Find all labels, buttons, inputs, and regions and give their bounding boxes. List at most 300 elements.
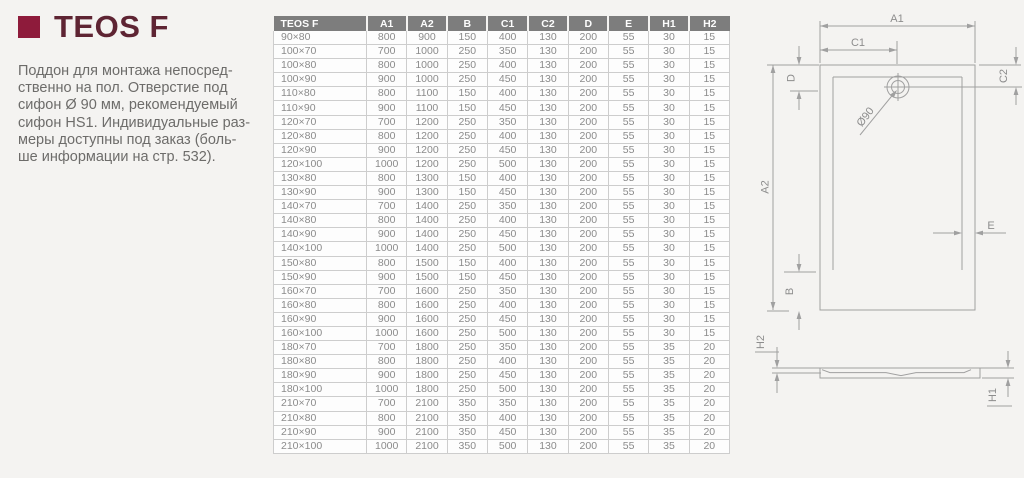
value-cell: 1600	[407, 298, 447, 312]
value-cell: 30	[649, 312, 689, 326]
value-cell: 500	[487, 242, 527, 256]
value-cell: 1000	[367, 383, 407, 397]
label-a1: A1	[890, 13, 904, 25]
value-cell: 20	[689, 425, 729, 439]
description-line: сифон Ø 90 мм, рекомендуемый	[18, 97, 238, 114]
value-cell: 350	[487, 200, 527, 214]
value-cell: 200	[568, 45, 608, 59]
value-cell: 400	[487, 214, 527, 228]
value-cell: 15	[689, 200, 729, 214]
top-view-drawing	[820, 65, 975, 310]
value-cell: 400	[487, 298, 527, 312]
value-cell: 800	[367, 298, 407, 312]
info-panel	[18, 10, 268, 166]
size-table-container	[273, 16, 730, 454]
value-cell: 500	[487, 383, 527, 397]
value-cell: 1600	[407, 312, 447, 326]
description-line: Поддон для монтажа непосред-	[18, 63, 233, 79]
label-h2: H2	[755, 334, 767, 350]
page-title: TEOS F	[54, 9, 169, 44]
value-cell: 350	[487, 115, 527, 129]
value-cell: 450	[487, 143, 527, 157]
value-cell: 400	[487, 31, 527, 45]
label-d: D	[785, 74, 798, 82]
size-cell: 100×80	[274, 59, 367, 73]
value-cell: 250	[447, 355, 487, 369]
value-cell: 130	[528, 411, 568, 425]
value-cell: 350	[447, 425, 487, 439]
value-cell: 150	[447, 101, 487, 115]
value-cell: 350	[447, 411, 487, 425]
size-cell: 110×80	[274, 87, 367, 101]
description-line: меры доступны под заказ (боль-	[18, 131, 237, 148]
value-cell: 1200	[407, 115, 447, 129]
value-cell: 20	[689, 383, 729, 397]
value-cell: 15	[689, 228, 729, 242]
value-cell: 1400	[407, 228, 447, 242]
value-cell: 15	[689, 31, 729, 45]
description-line: ше информации на стр. 532).	[18, 149, 216, 166]
value-cell: 200	[568, 326, 608, 340]
value-cell: 1000	[367, 242, 407, 256]
table-row	[274, 369, 730, 383]
size-cell: 130×90	[274, 186, 367, 200]
table-row	[274, 73, 730, 87]
value-cell: 900	[407, 31, 447, 45]
label-c1: C1	[850, 37, 866, 49]
value-cell: 15	[689, 87, 729, 101]
label-c2: C2	[998, 68, 1010, 84]
size-cell: 180×100	[274, 383, 367, 397]
value-cell: 800	[367, 256, 407, 270]
value-cell: 30	[649, 87, 689, 101]
value-cell: 55	[608, 439, 648, 453]
value-cell: 130	[528, 341, 568, 355]
size-table-body	[274, 31, 730, 453]
value-cell: 700	[367, 200, 407, 214]
value-cell: 250	[447, 312, 487, 326]
value-cell: 55	[608, 45, 648, 59]
value-cell: 200	[568, 256, 608, 270]
value-cell: 1200	[407, 143, 447, 157]
value-cell: 30	[649, 242, 689, 256]
value-cell: 30	[649, 200, 689, 214]
table-row	[274, 186, 730, 200]
column-header: H2	[689, 16, 729, 31]
value-cell: 130	[528, 383, 568, 397]
value-cell: 900	[367, 369, 407, 383]
size-cell: 140×100	[274, 242, 367, 256]
value-cell: 130	[528, 270, 568, 284]
value-cell: 55	[608, 171, 648, 185]
value-cell: 15	[689, 115, 729, 129]
value-cell: 200	[568, 200, 608, 214]
description-line: ственно на пол. Отверстие под	[18, 80, 228, 97]
size-cell: 100×70	[274, 45, 367, 59]
value-cell: 130	[528, 214, 568, 228]
value-cell: 30	[649, 115, 689, 129]
table-row	[274, 143, 730, 157]
value-cell: 2100	[407, 439, 447, 453]
value-cell: 55	[608, 425, 648, 439]
value-cell: 400	[487, 87, 527, 101]
value-cell: 30	[649, 270, 689, 284]
value-cell: 1000	[367, 439, 407, 453]
value-cell: 450	[487, 270, 527, 284]
value-cell: 250	[447, 157, 487, 171]
value-cell: 200	[568, 101, 608, 115]
table-row	[274, 242, 730, 256]
value-cell: 200	[568, 439, 608, 453]
value-cell: 900	[367, 228, 407, 242]
value-cell: 900	[367, 425, 407, 439]
value-cell: 200	[568, 270, 608, 284]
value-cell: 15	[689, 326, 729, 340]
value-cell: 15	[689, 59, 729, 73]
value-cell: 700	[367, 284, 407, 298]
value-cell: 400	[487, 59, 527, 73]
value-cell: 55	[608, 298, 648, 312]
size-cell: 180×80	[274, 355, 367, 369]
value-cell: 1400	[407, 200, 447, 214]
value-cell: 30	[649, 228, 689, 242]
column-header: H1	[649, 16, 689, 31]
value-cell: 700	[367, 115, 407, 129]
value-cell: 15	[689, 242, 729, 256]
size-cell: 160×80	[274, 298, 367, 312]
value-cell: 450	[487, 186, 527, 200]
value-cell: 250	[447, 143, 487, 157]
table-row	[274, 31, 730, 45]
table-header-row	[274, 16, 730, 31]
product-description	[18, 63, 268, 166]
value-cell: 350	[447, 439, 487, 453]
value-cell: 55	[608, 369, 648, 383]
value-cell: 200	[568, 186, 608, 200]
value-cell: 35	[649, 369, 689, 383]
column-header: E	[608, 16, 648, 31]
value-cell: 130	[528, 186, 568, 200]
value-cell: 130	[528, 101, 568, 115]
table-row	[274, 326, 730, 340]
value-cell: 20	[689, 341, 729, 355]
value-cell: 350	[487, 341, 527, 355]
value-cell: 250	[447, 284, 487, 298]
table-row	[274, 355, 730, 369]
value-cell: 800	[367, 129, 407, 143]
value-cell: 20	[689, 369, 729, 383]
value-cell: 30	[649, 171, 689, 185]
value-cell: 2100	[407, 411, 447, 425]
value-cell: 55	[608, 355, 648, 369]
value-cell: 2100	[407, 425, 447, 439]
value-cell: 1100	[407, 101, 447, 115]
table-row	[274, 129, 730, 143]
table-row	[274, 383, 730, 397]
value-cell: 130	[528, 59, 568, 73]
value-cell: 200	[568, 157, 608, 171]
table-row	[274, 200, 730, 214]
value-cell: 55	[608, 59, 648, 73]
value-cell: 250	[447, 326, 487, 340]
value-cell: 1600	[407, 326, 447, 340]
value-cell: 250	[447, 242, 487, 256]
size-cell: 120×90	[274, 143, 367, 157]
value-cell: 15	[689, 129, 729, 143]
value-cell: 450	[487, 101, 527, 115]
value-cell: 20	[689, 439, 729, 453]
drawing-svg	[750, 0, 1024, 478]
value-cell: 150	[447, 186, 487, 200]
value-cell: 200	[568, 73, 608, 87]
size-cell: 160×90	[274, 312, 367, 326]
value-cell: 30	[649, 143, 689, 157]
size-cell: 140×90	[274, 228, 367, 242]
value-cell: 450	[487, 369, 527, 383]
value-cell: 800	[367, 59, 407, 73]
table-row	[274, 171, 730, 185]
value-cell: 130	[528, 439, 568, 453]
size-cell: 130×80	[274, 171, 367, 185]
size-cell: 90×80	[274, 31, 367, 45]
value-cell: 130	[528, 129, 568, 143]
value-cell: 350	[487, 397, 527, 411]
value-cell: 200	[568, 397, 608, 411]
value-cell: 1800	[407, 341, 447, 355]
size-cell: 150×90	[274, 270, 367, 284]
value-cell: 250	[447, 115, 487, 129]
value-cell: 500	[487, 157, 527, 171]
value-cell: 15	[689, 312, 729, 326]
value-cell: 150	[447, 87, 487, 101]
value-cell: 1500	[407, 270, 447, 284]
value-cell: 55	[608, 411, 648, 425]
value-cell: 130	[528, 298, 568, 312]
table-row	[274, 101, 730, 115]
value-cell: 55	[608, 341, 648, 355]
value-cell: 130	[528, 87, 568, 101]
value-cell: 200	[568, 242, 608, 256]
value-cell: 1100	[407, 87, 447, 101]
value-cell: 35	[649, 411, 689, 425]
value-cell: 200	[568, 31, 608, 45]
value-cell: 130	[528, 242, 568, 256]
column-header: A2	[407, 16, 447, 31]
value-cell: 450	[487, 73, 527, 87]
column-header: C2	[528, 16, 568, 31]
value-cell: 250	[447, 45, 487, 59]
value-cell: 150	[447, 171, 487, 185]
label-b: B	[784, 287, 796, 296]
value-cell: 55	[608, 242, 648, 256]
value-cell: 450	[487, 312, 527, 326]
value-cell: 200	[568, 425, 608, 439]
value-cell: 450	[487, 425, 527, 439]
value-cell: 200	[568, 129, 608, 143]
value-cell: 130	[528, 143, 568, 157]
value-cell: 30	[649, 298, 689, 312]
value-cell: 200	[568, 214, 608, 228]
value-cell: 1000	[367, 157, 407, 171]
size-cell: 160×100	[274, 326, 367, 340]
value-cell: 130	[528, 31, 568, 45]
value-cell: 55	[608, 87, 648, 101]
value-cell: 55	[608, 143, 648, 157]
value-cell: 35	[649, 383, 689, 397]
value-cell: 55	[608, 228, 648, 242]
value-cell: 150	[447, 31, 487, 45]
value-cell: 30	[649, 129, 689, 143]
value-cell: 1400	[407, 214, 447, 228]
value-cell: 130	[528, 369, 568, 383]
value-cell: 1600	[407, 284, 447, 298]
value-cell: 250	[447, 73, 487, 87]
value-cell: 800	[367, 31, 407, 45]
value-cell: 15	[689, 214, 729, 228]
label-drain-diameter: Ø90	[854, 105, 877, 130]
value-cell: 130	[528, 397, 568, 411]
size-cell: 120×70	[274, 115, 367, 129]
value-cell: 800	[367, 87, 407, 101]
value-cell: 55	[608, 157, 648, 171]
size-cell: 180×70	[274, 341, 367, 355]
value-cell: 700	[367, 45, 407, 59]
value-cell: 900	[367, 101, 407, 115]
size-cell: 210×80	[274, 411, 367, 425]
size-cell: 140×70	[274, 200, 367, 214]
value-cell: 55	[608, 397, 648, 411]
value-cell: 1400	[407, 242, 447, 256]
value-cell: 250	[447, 59, 487, 73]
value-cell: 900	[367, 186, 407, 200]
value-cell: 55	[608, 115, 648, 129]
label-h1: H1	[987, 387, 999, 403]
value-cell: 30	[649, 59, 689, 73]
value-cell: 800	[367, 171, 407, 185]
value-cell: 130	[528, 171, 568, 185]
value-cell: 35	[649, 397, 689, 411]
value-cell: 800	[367, 411, 407, 425]
value-cell: 15	[689, 101, 729, 115]
value-cell: 200	[568, 312, 608, 326]
value-cell: 30	[649, 101, 689, 115]
value-cell: 200	[568, 369, 608, 383]
value-cell: 1800	[407, 383, 447, 397]
table-row	[274, 214, 730, 228]
value-cell: 15	[689, 256, 729, 270]
value-cell: 55	[608, 186, 648, 200]
value-cell: 1500	[407, 256, 447, 270]
table-row	[274, 397, 730, 411]
value-cell: 35	[649, 425, 689, 439]
value-cell: 250	[447, 383, 487, 397]
value-cell: 900	[367, 270, 407, 284]
value-cell: 20	[689, 411, 729, 425]
dim-h2	[755, 347, 779, 393]
table-row	[274, 256, 730, 270]
size-table	[273, 16, 730, 454]
value-cell: 130	[528, 312, 568, 326]
column-header: C1	[487, 16, 527, 31]
technical-drawing	[750, 0, 1024, 478]
value-cell: 1000	[407, 59, 447, 73]
value-cell: 15	[689, 73, 729, 87]
size-cell: 210×70	[274, 397, 367, 411]
value-cell: 30	[649, 73, 689, 87]
value-cell: 1200	[407, 129, 447, 143]
table-row	[274, 341, 730, 355]
value-cell: 400	[487, 355, 527, 369]
value-cell: 250	[447, 214, 487, 228]
size-cell: 210×90	[274, 425, 367, 439]
column-header: D	[568, 16, 608, 31]
column-header: TEOS F	[274, 16, 367, 31]
value-cell: 1000	[367, 326, 407, 340]
value-cell: 2100	[407, 397, 447, 411]
value-cell: 800	[367, 214, 407, 228]
value-cell: 200	[568, 59, 608, 73]
value-cell: 200	[568, 341, 608, 355]
value-cell: 200	[568, 228, 608, 242]
table-row	[274, 115, 730, 129]
table-row	[274, 312, 730, 326]
value-cell: 130	[528, 326, 568, 340]
value-cell: 30	[649, 214, 689, 228]
value-cell: 1200	[407, 157, 447, 171]
value-cell: 900	[367, 73, 407, 87]
table-row	[274, 425, 730, 439]
value-cell: 130	[528, 425, 568, 439]
value-cell: 130	[528, 115, 568, 129]
value-cell: 130	[528, 73, 568, 87]
value-cell: 900	[367, 143, 407, 157]
value-cell: 130	[528, 355, 568, 369]
value-cell: 15	[689, 45, 729, 59]
column-header: B	[447, 16, 487, 31]
value-cell: 250	[447, 341, 487, 355]
dim-e	[933, 231, 1006, 236]
value-cell: 1300	[407, 186, 447, 200]
value-cell: 150	[447, 270, 487, 284]
value-cell: 130	[528, 228, 568, 242]
table-row	[274, 298, 730, 312]
value-cell: 250	[447, 298, 487, 312]
value-cell: 130	[528, 157, 568, 171]
value-cell: 200	[568, 411, 608, 425]
value-cell: 55	[608, 256, 648, 270]
table-row	[274, 87, 730, 101]
value-cell: 900	[367, 312, 407, 326]
value-cell: 15	[689, 270, 729, 284]
size-cell: 100×90	[274, 73, 367, 87]
value-cell: 1000	[407, 45, 447, 59]
size-cell: 210×100	[274, 439, 367, 453]
value-cell: 55	[608, 284, 648, 298]
table-row	[274, 411, 730, 425]
table-row	[274, 59, 730, 73]
value-cell: 400	[487, 171, 527, 185]
value-cell: 450	[487, 228, 527, 242]
value-cell: 15	[689, 284, 729, 298]
side-view-drawing	[772, 368, 1014, 378]
value-cell: 55	[608, 73, 648, 87]
value-cell: 400	[487, 411, 527, 425]
size-cell: 110×90	[274, 101, 367, 115]
value-cell: 400	[487, 129, 527, 143]
value-cell: 30	[649, 256, 689, 270]
value-cell: 130	[528, 284, 568, 298]
value-cell: 200	[568, 284, 608, 298]
